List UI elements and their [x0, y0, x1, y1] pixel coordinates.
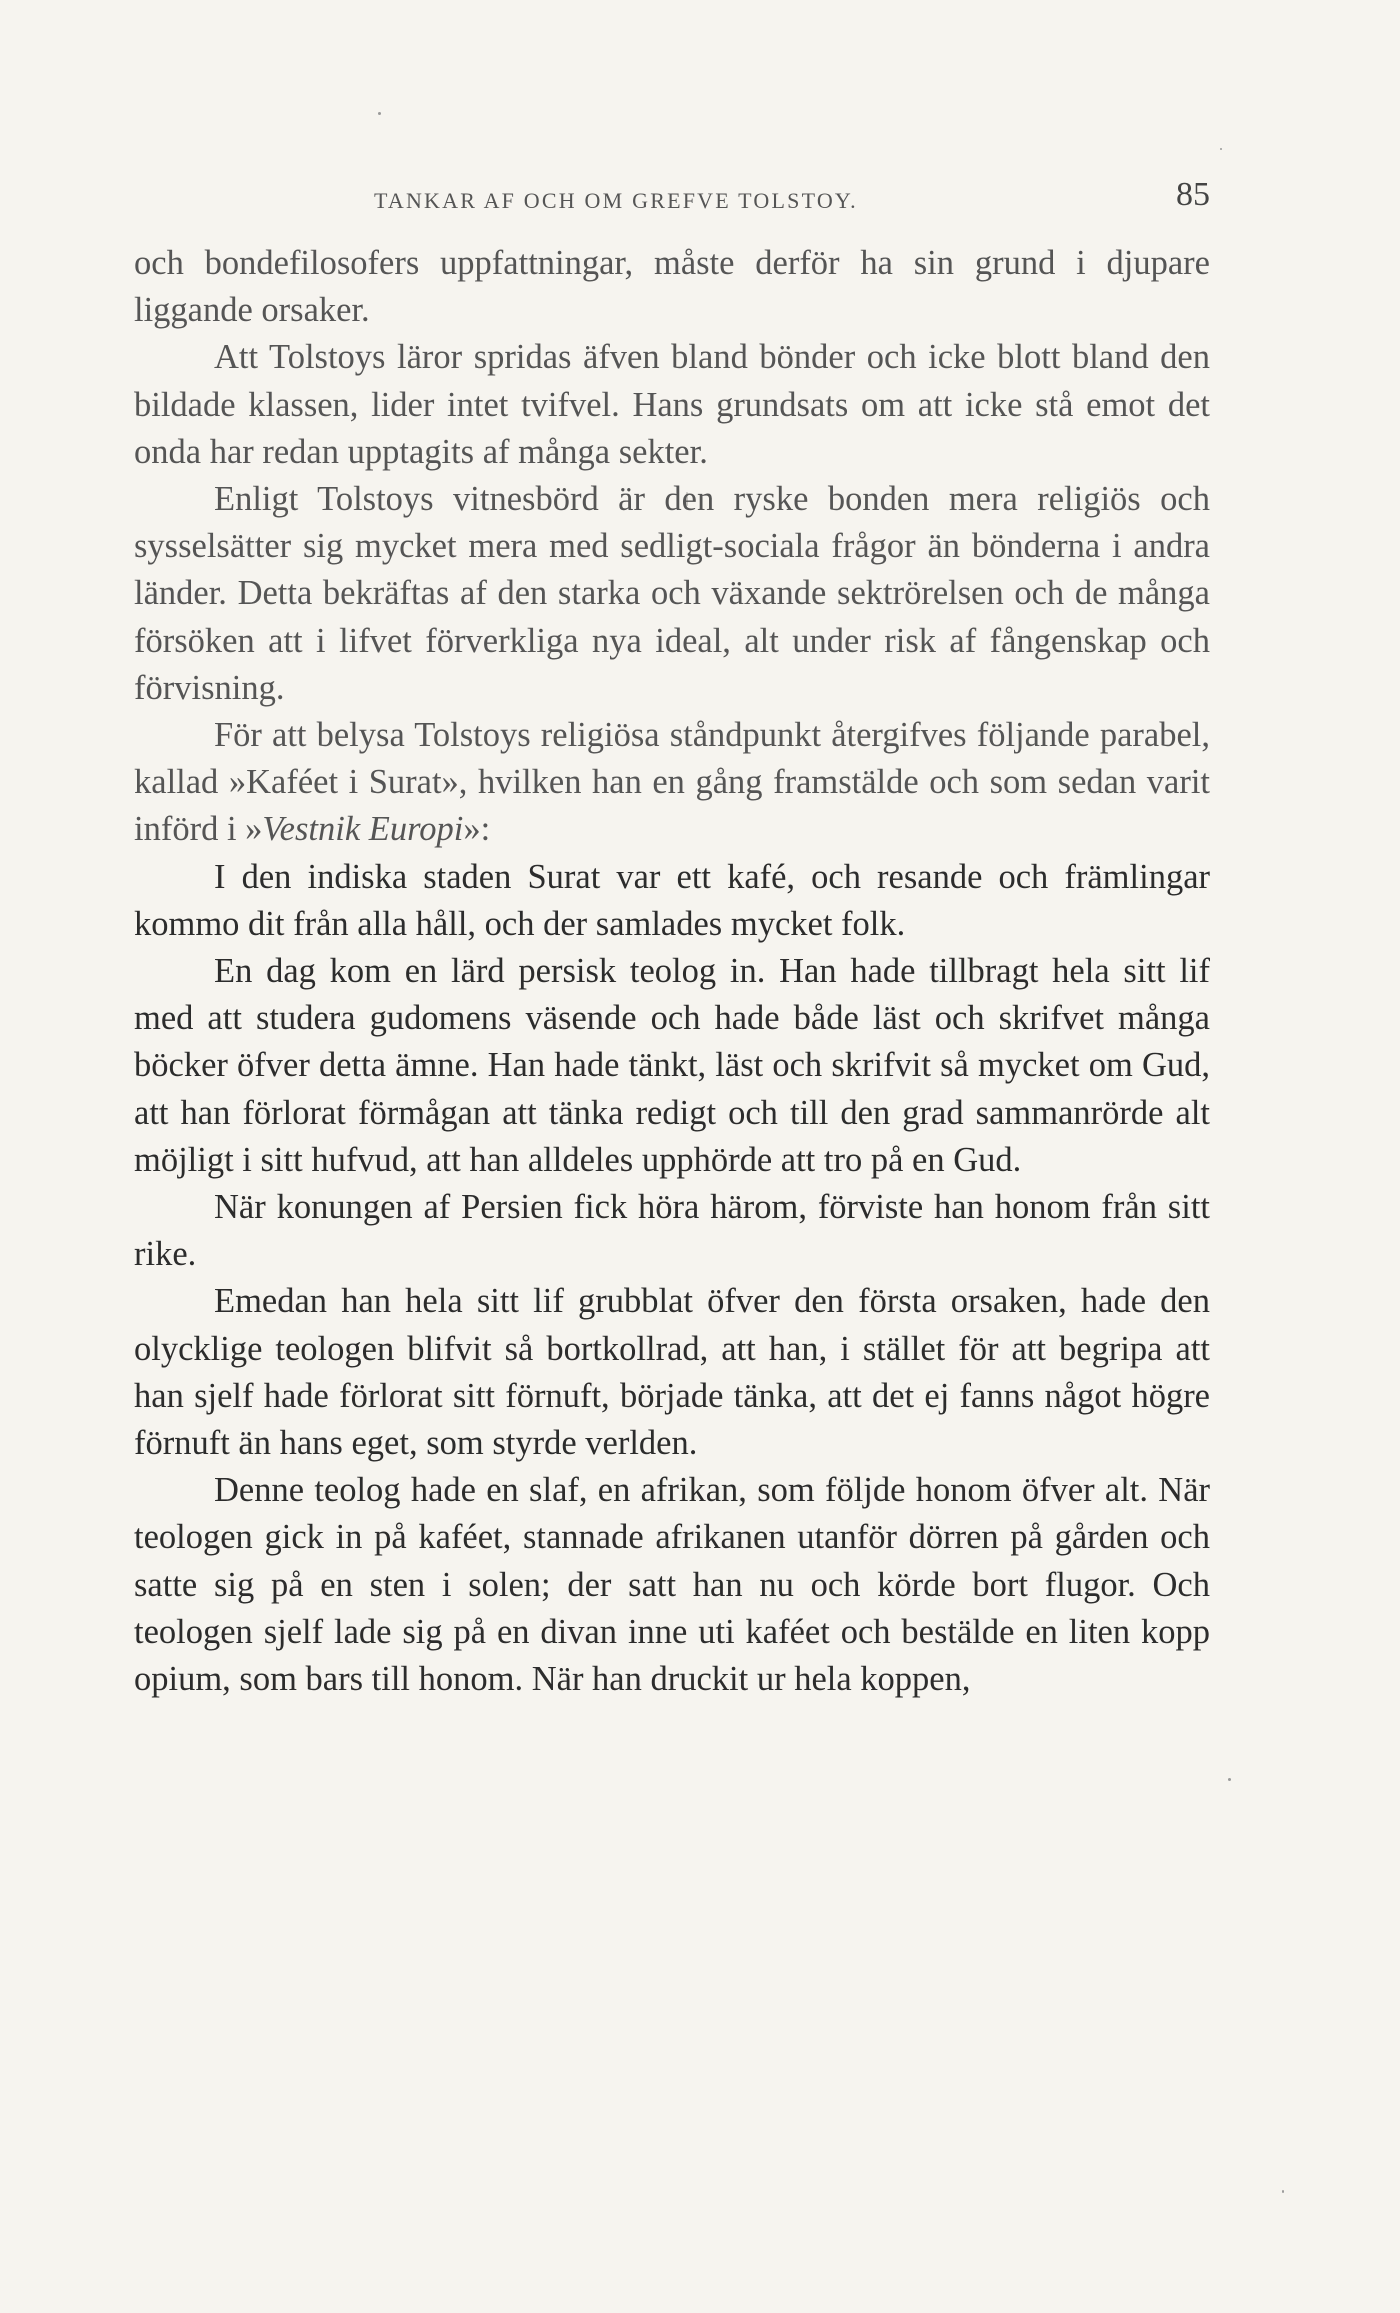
running-head: TANKAR AF OCH OM GREFVE TOLSTOY.: [374, 188, 858, 213]
page-number: 85: [1176, 176, 1210, 213]
paragraph-text: För att belysa Tolstoys religiösa ståndpunkt återgifves följande parabel, kallad »Kaféet i Surat», hvilken han en gång framstälde och som sedan varit införd i »: [134, 716, 1210, 849]
body-text: [134, 240, 1210, 1703]
paper-speck: [1220, 148, 1222, 150]
paragraph-continuation: och bondefilosofers uppfattningar, måste derför ha sin grund i djupare liggande orsaker.: [134, 244, 1210, 330]
journal-title: Vestnik Europi: [262, 810, 464, 849]
paragraph: Denne teolog hade en slaf, en afrikan, som följde honom öfver alt. När teologen gick in på kaféet, stannade afrikanen utanför dörren på gården och satte sig på en sten i solen; der satt han nu och körde bort flugor. Och teologen sjelf lade sig på en divan inne uti kaféet och bestälde en liten kopp opium, som bars till honom. När han druckit ur hela koppen,: [134, 1471, 1210, 1699]
page-header: [134, 176, 1210, 224]
paragraph: När konungen af Persien fick höra härom, förviste han honom från sitt rike.: [134, 1188, 1210, 1274]
paper-speck: [1228, 1778, 1231, 1781]
paper-speck: [378, 112, 381, 115]
paragraph: I den indiska staden Surat var ett kafé, och resande och främlingar kommo dit från alla håll, och der samlades mycket folk.: [134, 857, 1210, 943]
paragraph: Enligt Tolstoys vitnesbörd är den ryske bonden mera religiös och sysselsätter sig mycket mera med sedligt-sociala frågor än bönderna i andra länder. Detta bekräftas af den starka och växande sektrörelsen och de många försöken att i lifvet förverkliga nya ideal, alt under risk af fångenskap och förvisning.: [134, 480, 1210, 707]
paper-speck: [1282, 2190, 1284, 2193]
paragraph: Att Tolstoys läror spridas äfven bland bönder och icke blott bland den bildade klassen, lider intet tvifvel. Hans grundsats om att icke stå emot det onda har redan upptagits af många sekter.: [134, 338, 1210, 471]
paragraph: En dag kom en lärd persisk teolog in. Han hade tillbragt hela sitt lif med att studera gudomens väsende och hade både läst och skrifvet många böcker öfver detta ämne. Han hade tänkt, läst och skrifvit så mycket om Gud, att han förlorat förmågan att tänka redigt och till den grad sammanrörde alt möjligt i sitt hufvud, att han alldeles upphörde att tro på en Gud.: [134, 952, 1210, 1179]
paragraph-parable-intro: [134, 712, 1210, 854]
paragraph: Emedan han hela sitt lif grubblat öfver den första orsaken, hade den olycklige teologen blifvit så bortkollrad, att han, i stället för att begripa att han sjelf hade förlorat sitt förnuft, började tänka, att det ej fanns något högre förnuft än hans eget, som styrde verlden.: [134, 1282, 1210, 1463]
paragraph-text: »:: [463, 810, 491, 849]
